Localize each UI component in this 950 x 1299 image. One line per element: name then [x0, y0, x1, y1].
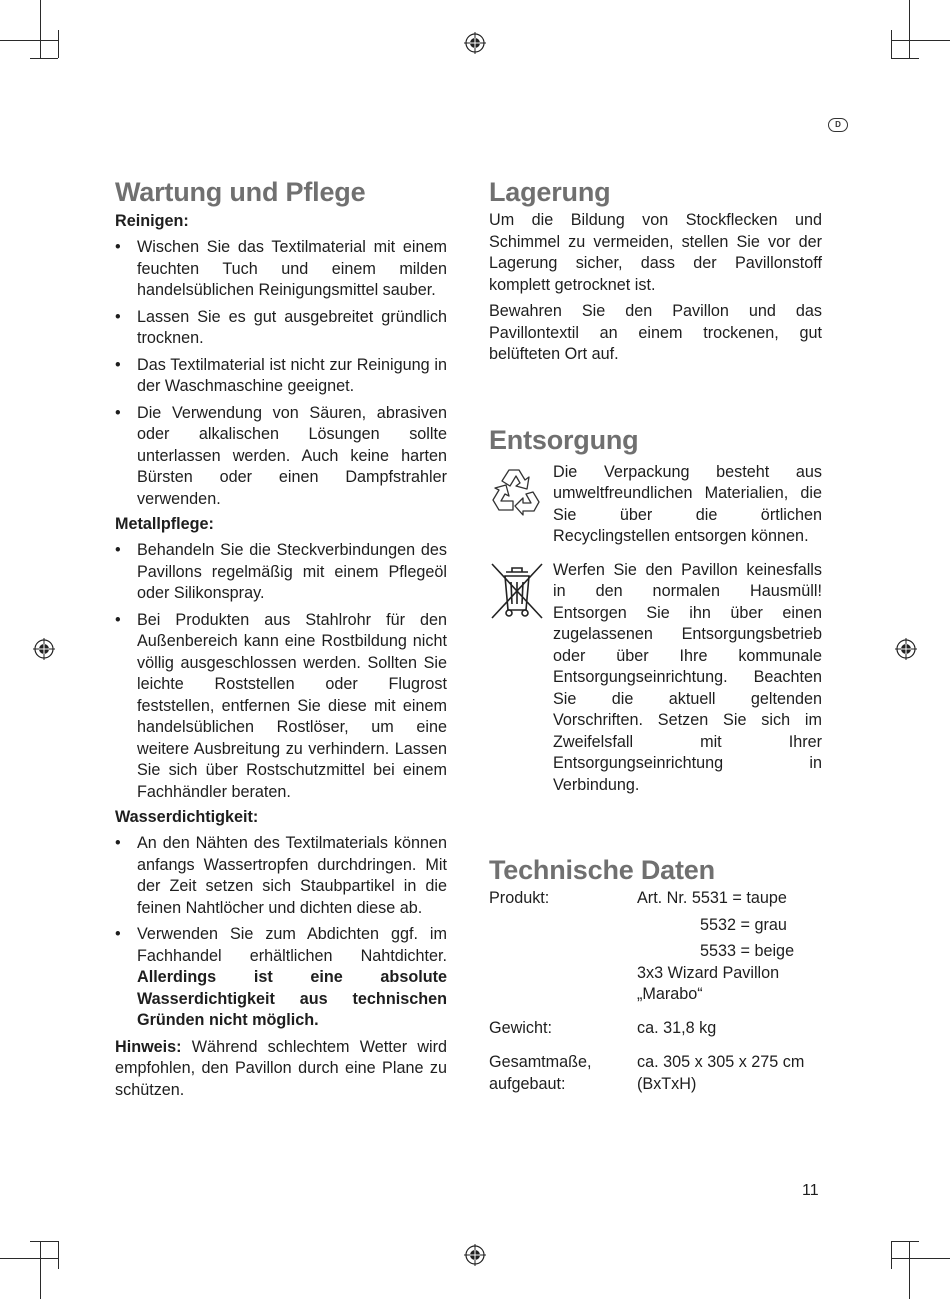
product-line: 3x3 Wizard Pavillon	[637, 963, 780, 982]
crop-mark	[909, 1241, 910, 1299]
crop-mark	[892, 1258, 950, 1259]
registration-mark-icon	[33, 638, 55, 660]
product-line: „Marabo“	[637, 985, 703, 1003]
crop-mark	[891, 30, 892, 58]
section-title-storage: Lagerung	[489, 177, 611, 207]
language-badge: D	[828, 118, 848, 132]
crop-mark	[30, 58, 58, 59]
weight-label: Gewicht:	[489, 1018, 552, 1037]
section-title-disposal: Entsorgung	[489, 424, 639, 455]
dimensions-label-line: Gesamtmaße,	[489, 1053, 592, 1071]
dimensions-value-line: (BxTxH)	[637, 1074, 697, 1093]
crop-mark	[0, 1258, 58, 1259]
dimensions-value-line: ca. 305 x 305 x 275 cm	[637, 1053, 805, 1071]
note-text: Während schlechtem Wetter wird empfohlen, den Pavillon durch eine Plane zu schützen.	[115, 1037, 448, 1099]
storage-paragraph-2: Bewahren Sie den Pavillon und das Pavillontextil an einem trockenen, gut belüfteten Ort auf.	[489, 302, 822, 363]
recycling-icon	[489, 462, 545, 520]
list-item: • Behandeln Sie die Steckverbindungen des Pavillons regelmäßig mit einem Pflegeöl oder Silikonspray.	[115, 540, 447, 605]
registration-mark-icon	[464, 1244, 486, 1266]
product-line: 5533 = beige	[700, 942, 795, 960]
list-item: • An den Nähten des Textilmaterials können anfangs Wassertropfen durchdringen. Mit der Zeit setzen sich Staubpartikel in die feinen Nahtlöcher und dichten diese ab.	[115, 833, 447, 919]
subheading-metal-care: Metallpflege:	[115, 515, 214, 533]
note-label: Hinweis:	[115, 1037, 182, 1056]
right-column	[489, 174, 822, 1095]
registration-mark-icon	[895, 638, 917, 660]
crop-mark	[892, 40, 950, 41]
crop-mark	[891, 1241, 919, 1242]
weight-value: ca. 31,8 kg	[637, 1018, 717, 1037]
waterproofing-list	[115, 833, 447, 1032]
cleaning-list	[115, 237, 447, 510]
product-line: 5532 = grau	[700, 915, 787, 934]
list-item: • Lassen Sie es gut ausgebreitet gründlich trocknen.	[115, 307, 447, 350]
table-row	[489, 1006, 822, 1040]
disposal-product	[489, 560, 822, 797]
technical-data-table	[489, 888, 822, 1095]
dimensions-value	[637, 1039, 822, 1095]
page-number: 11	[802, 1182, 819, 1199]
crop-mark	[58, 1241, 59, 1269]
disposal-packaging	[489, 462, 822, 548]
list-item: • Bei Produkten aus Stahlrohr für den Außenbereich kann eine Rostbildung nicht völlig ausgeschlossen werden. Sollten Sie leichte Roststellen oder Flugrost feststellen, entfernen Sie diese mit einem handelsüblichen Rostlöser, um eine weitere Ausbreitung zu verhindern. Lassen Sie sich über Rostschutzmittel bei einem Fachhändler beraten.	[115, 610, 447, 804]
registration-mark-icon	[464, 32, 486, 54]
storage-paragraph-1: Um die Bildung von Stockflecken und Schimmel zu vermeiden, stellen Sie vor der Lagerung sicher, dass der Pavillonstoff komplett getrocknet ist.	[489, 211, 822, 294]
crop-mark	[891, 58, 919, 59]
crop-mark	[891, 1241, 892, 1269]
list-item-text: Verwenden Sie zum Abdichten ggf. im Fachhandel erhältlichen Nahtdichter.	[137, 925, 447, 965]
table-row	[489, 888, 822, 1006]
section-title-maintenance: Wartung und Pflege	[115, 177, 366, 207]
left-column	[115, 174, 447, 1101]
crop-mark	[909, 0, 910, 58]
section-title-technical-data: Technische Daten	[489, 855, 715, 885]
list-item: • Wischen Sie das Textilmaterial mit einem feuchten Tuch und einem milden handelsüblichen Reinigungsmittel sauber.	[115, 237, 447, 302]
crop-mark	[40, 1241, 41, 1299]
note-paragraph	[115, 1037, 447, 1102]
list-item: • Die Verwendung von Säuren, abrasiven oder alkalischen Lösungen sollte unterlassen werden. Auch keine harten Bürsten oder einen Dampfstrahler verwenden.	[115, 403, 447, 511]
product-label: Produkt:	[489, 889, 550, 907]
crop-mark	[0, 40, 58, 41]
product-line: Art. Nr. 5531 = taupe	[637, 889, 787, 907]
warning-text: Allerdings ist eine absolute Wasserdichtigkeit aus technischen Gründen nicht möglich.	[137, 968, 447, 1029]
crop-mark	[30, 1241, 58, 1242]
list-item: • Das Textilmaterial ist nicht zur Reinigung in der Waschmaschine geeignet.	[115, 355, 447, 398]
crossed-out-bin-icon	[489, 560, 545, 622]
list-item	[115, 924, 447, 1032]
dimensions-label-line: aufgebaut:	[489, 1074, 566, 1093]
dimensions-label	[489, 1039, 637, 1095]
table-row	[489, 1039, 822, 1095]
disposal-packaging-text: Die Verpackung besteht aus umweltfreundlichen Materialien, die Sie über die örtlichen Recyclingstellen entsorgen können.	[553, 462, 822, 545]
subheading-cleaning: Reinigen:	[115, 212, 189, 230]
metal-care-list	[115, 540, 447, 803]
subheading-waterproofing: Wasserdichtigkeit:	[115, 808, 259, 826]
crop-mark	[58, 30, 59, 58]
product-value	[637, 888, 822, 1006]
crop-mark	[40, 0, 41, 58]
disposal-product-text: Werfen Sie den Pavillon keinesfalls in den normalen Hausmüll! Entsorgen Sie ihn über einen zugelassenen Entsorgungsbetrieb oder über Ihre kommunale Entsorgungseinrichtung. Beachten Sie die aktuell geltenden Vorschriften. Setzen Sie sich im Zweifelsfall mit Ihrer Entsorgungseinrichtung in Verbindung.	[553, 560, 822, 794]
